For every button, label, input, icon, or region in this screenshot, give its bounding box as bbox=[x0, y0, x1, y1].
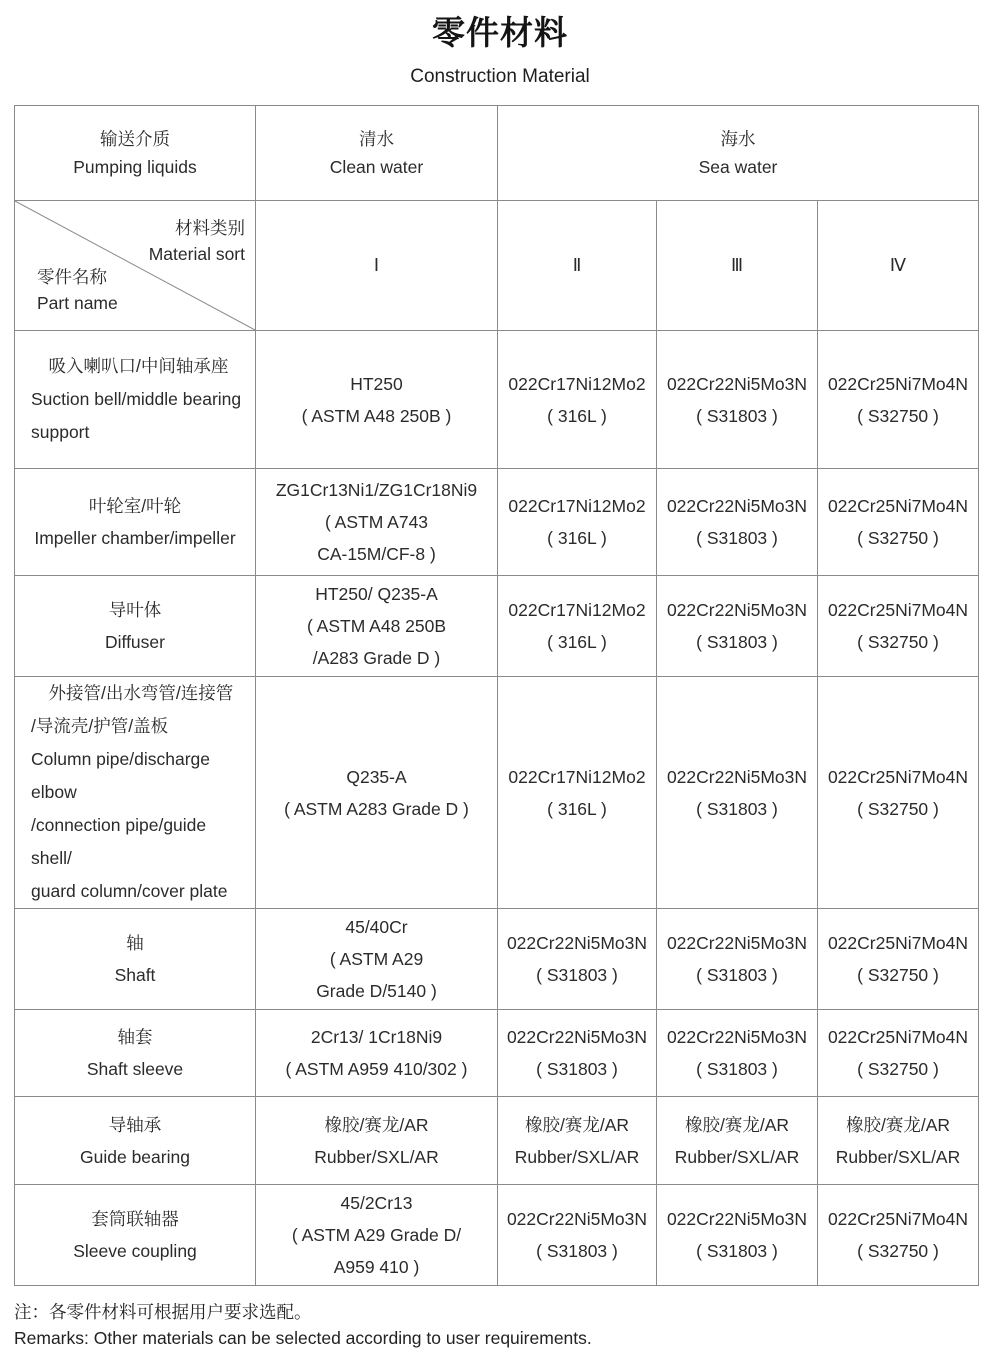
material-cell bbox=[657, 1097, 818, 1185]
part-name-en: Suction bell/middle bearing bbox=[31, 389, 242, 409]
material-line: 橡胶/赛龙/AR bbox=[845, 1114, 951, 1135]
material-line: Rubber/SXL/AR bbox=[674, 1146, 800, 1167]
part-name-zh: /导流壳/护管/盖板 bbox=[31, 716, 169, 736]
part-name-en: Guide bearing bbox=[80, 1146, 190, 1167]
header-material-col-2: Ⅱ bbox=[498, 201, 657, 331]
material-cell bbox=[498, 331, 657, 469]
header-pumping-liquids-zh: 输送介质 bbox=[100, 129, 170, 149]
material-line: 022Cr17Ni12Mo2 bbox=[508, 600, 646, 620]
material-line: 022Cr17Ni12Mo2 bbox=[508, 496, 646, 516]
header-material-col-3: Ⅲ bbox=[657, 201, 818, 331]
material-line: 45/40Cr bbox=[345, 917, 408, 937]
material-line: 022Cr22Ni5Mo3N bbox=[506, 1209, 648, 1229]
material-cell bbox=[498, 909, 657, 1010]
part-name-zh: 轴套 bbox=[117, 1027, 153, 1047]
header-material-col-4: Ⅳ bbox=[818, 201, 979, 331]
material-line: ( S32750 ) bbox=[857, 1059, 939, 1079]
header-part-name bbox=[37, 264, 118, 316]
remarks-zh: 注：各零件材料可根据用户要求选配。 bbox=[14, 1302, 312, 1322]
part-name-zh: 轴 bbox=[126, 933, 144, 953]
material-cell bbox=[498, 469, 657, 576]
header-row-materials bbox=[15, 201, 979, 331]
material-cell bbox=[657, 909, 818, 1010]
material-cell bbox=[818, 677, 979, 909]
material-cell bbox=[818, 909, 979, 1010]
part-name-zh: 吸入喇叭口/中间轴承座 bbox=[48, 356, 229, 376]
material-line: ( S31803 ) bbox=[536, 1241, 618, 1261]
part-name-zh: 导轴承 bbox=[108, 1114, 162, 1135]
header-clean-water-zh: 清水 bbox=[359, 129, 394, 149]
header-clean-water bbox=[256, 106, 498, 201]
material-line: 022Cr22Ni5Mo3N bbox=[666, 496, 808, 516]
material-line: 022Cr25Ni7Mo4N bbox=[827, 933, 969, 953]
part-name-cell bbox=[15, 909, 256, 1010]
material-line: ( S31803 ) bbox=[696, 1241, 778, 1261]
part-name-cell bbox=[15, 677, 256, 909]
material-line: 022Cr25Ni7Mo4N bbox=[827, 766, 969, 787]
table-header bbox=[15, 106, 979, 331]
remarks-en: Remarks: Other materials can be selected according to user requirements. bbox=[14, 1328, 592, 1348]
material-cell bbox=[657, 469, 818, 576]
material-line: Q235-A bbox=[346, 766, 407, 787]
part-name-zh: 导叶体 bbox=[108, 600, 162, 620]
material-line: 022Cr22Ni5Mo3N bbox=[666, 1209, 808, 1229]
page-title-zh: 零件材料 bbox=[432, 14, 568, 51]
material-cell bbox=[498, 677, 657, 909]
material-line: 橡胶/赛龙/AR bbox=[684, 1114, 790, 1135]
material-line: ( ASTM A48 250B bbox=[306, 616, 447, 636]
material-cell bbox=[657, 576, 818, 677]
part-name-en: /connection pipe/guide shell/ bbox=[31, 815, 207, 868]
material-cell bbox=[498, 1185, 657, 1286]
part-name-en: Shaft bbox=[114, 965, 156, 985]
part-name-en: support bbox=[31, 422, 90, 442]
material-cell bbox=[657, 1010, 818, 1097]
material-line: 022Cr17Ni12Mo2 bbox=[508, 373, 646, 394]
material-line: 022Cr25Ni7Mo4N bbox=[827, 1027, 969, 1047]
material-line: 2Cr13/ 1Cr18Ni9 bbox=[310, 1027, 443, 1047]
material-line: ( S31803 ) bbox=[536, 1059, 618, 1079]
material-cell bbox=[818, 1185, 979, 1286]
header-material-sort bbox=[149, 215, 245, 267]
material-cell bbox=[818, 331, 979, 469]
page-title-en: Construction Material bbox=[410, 66, 590, 87]
part-name-cell bbox=[15, 576, 256, 677]
material-line: ( ASTM A29 Grade D/ bbox=[291, 1225, 462, 1245]
material-cell bbox=[818, 1010, 979, 1097]
table-row bbox=[15, 909, 979, 1010]
header-diagonal-cell bbox=[15, 201, 256, 331]
material-line: ( S31803 ) bbox=[536, 965, 618, 985]
material-line: A959 410 ) bbox=[333, 1257, 420, 1277]
material-line: 022Cr17Ni12Mo2 bbox=[508, 766, 646, 787]
material-cell bbox=[256, 1010, 498, 1097]
material-line: 022Cr22Ni5Mo3N bbox=[666, 766, 808, 787]
material-cell bbox=[256, 331, 498, 469]
material-cell bbox=[657, 1185, 818, 1286]
table-row bbox=[15, 469, 979, 576]
material-cell bbox=[818, 576, 979, 677]
part-name-cell bbox=[15, 1010, 256, 1097]
table-row bbox=[15, 1185, 979, 1286]
material-line: ( 316L ) bbox=[547, 632, 607, 652]
material-line: ( S32750 ) bbox=[857, 528, 939, 548]
material-line: 022Cr22Ni5Mo3N bbox=[666, 1027, 808, 1047]
part-name-en: Column pipe/discharge elbow bbox=[31, 749, 210, 802]
part-name-en: Impeller chamber/impeller bbox=[34, 528, 236, 548]
material-line: ( 316L ) bbox=[547, 405, 607, 426]
material-cell bbox=[256, 576, 498, 677]
material-line: ( S31803 ) bbox=[696, 965, 778, 985]
header-clean-water-en: Clean water bbox=[329, 157, 424, 177]
material-line: ( ASTM A29 bbox=[329, 949, 424, 969]
part-name-en: Diffuser bbox=[105, 632, 165, 652]
material-line: 022Cr22Ni5Mo3N bbox=[666, 373, 808, 394]
material-line: ( ASTM A959 410/302 ) bbox=[285, 1059, 468, 1079]
material-cell bbox=[256, 1185, 498, 1286]
material-line: ( S32750 ) bbox=[857, 1241, 939, 1261]
material-line: ( S32750 ) bbox=[857, 798, 939, 819]
part-name-en: Shaft sleeve bbox=[86, 1059, 184, 1079]
material-cell bbox=[256, 469, 498, 576]
material-cell bbox=[657, 331, 818, 469]
header-material-sort-en: Material sort bbox=[148, 244, 245, 264]
header-pumping-liquids-en: Pumping liquids bbox=[73, 157, 197, 177]
material-line: 022Cr22Ni5Mo3N bbox=[506, 933, 648, 953]
material-line: 022Cr22Ni5Mo3N bbox=[506, 1027, 648, 1047]
material-line: Rubber/SXL/AR bbox=[835, 1146, 961, 1167]
material-cell bbox=[498, 1097, 657, 1185]
material-cell bbox=[256, 677, 498, 909]
part-name-cell bbox=[15, 469, 256, 576]
header-part-name-zh: 零件名称 bbox=[37, 267, 107, 287]
part-name-cell bbox=[15, 1185, 256, 1286]
material-cell bbox=[657, 677, 818, 909]
header-sea-water-zh: 海水 bbox=[720, 129, 756, 149]
material-line: ZG1Cr13Ni1/ZG1Cr18Ni9 bbox=[275, 480, 478, 500]
material-line: ( S31803 ) bbox=[696, 798, 778, 819]
material-cell bbox=[498, 576, 657, 677]
material-line: ( S32750 ) bbox=[857, 632, 939, 652]
construction-material-table bbox=[14, 105, 979, 1286]
material-cell bbox=[498, 1010, 657, 1097]
material-line: ( S31803 ) bbox=[696, 632, 778, 652]
material-line: Rubber/SXL/AR bbox=[514, 1146, 640, 1167]
material-line: HT250 bbox=[350, 373, 403, 394]
material-line: 022Cr25Ni7Mo4N bbox=[827, 496, 969, 516]
header-sea-water-en: Sea water bbox=[698, 157, 778, 177]
material-line: ( S31803 ) bbox=[696, 1059, 778, 1079]
material-line: CA-15M/CF-8 ) bbox=[317, 544, 436, 564]
part-name-cell bbox=[15, 1097, 256, 1185]
table-body bbox=[15, 331, 979, 1286]
table-row bbox=[15, 1010, 979, 1097]
part-name-zh: 外接管/出水弯管/连接管 bbox=[48, 683, 234, 703]
material-line: 022Cr22Ni5Mo3N bbox=[666, 933, 808, 953]
header-material-sort-zh: 材料类别 bbox=[175, 218, 245, 238]
part-name-zh: 套筒联轴器 bbox=[91, 1209, 179, 1229]
table-row bbox=[15, 677, 979, 909]
material-line: ( ASTM A283 Grade D ) bbox=[284, 798, 469, 819]
material-line: HT250/ Q235-A bbox=[315, 584, 438, 604]
material-cell bbox=[818, 469, 979, 576]
material-line: 橡胶/赛龙/AR bbox=[324, 1114, 429, 1135]
table-row bbox=[15, 576, 979, 677]
remarks bbox=[14, 1299, 1000, 1351]
material-line: ( ASTM A743 bbox=[324, 512, 429, 532]
header-part-name-en: Part name bbox=[37, 293, 118, 313]
material-line: /A283 Grade D ) bbox=[312, 648, 441, 668]
material-line: ( 316L ) bbox=[547, 528, 607, 548]
material-line: 022Cr25Ni7Mo4N bbox=[827, 600, 969, 620]
material-line: Grade D/5140 ) bbox=[316, 981, 437, 1001]
material-line: ( ASTM A48 250B ) bbox=[301, 405, 452, 426]
material-line: 022Cr25Ni7Mo4N bbox=[827, 1209, 969, 1229]
part-name-zh: 叶轮室/叶轮 bbox=[88, 496, 182, 516]
material-line: ( S31803 ) bbox=[696, 405, 778, 426]
header-material-col-1: Ⅰ bbox=[256, 201, 498, 331]
table-row bbox=[15, 1097, 979, 1185]
material-line: 橡胶/赛龙/AR bbox=[524, 1114, 630, 1135]
part-name-en: guard column/cover plate bbox=[31, 881, 228, 901]
material-line: 022Cr22Ni5Mo3N bbox=[666, 600, 808, 620]
material-cell bbox=[818, 1097, 979, 1185]
material-line: 022Cr25Ni7Mo4N bbox=[827, 373, 969, 394]
table-row bbox=[15, 331, 979, 469]
material-line: ( S32750 ) bbox=[857, 405, 939, 426]
header-row-liquids bbox=[15, 106, 979, 201]
material-line: ( S31803 ) bbox=[696, 528, 778, 548]
header-pumping-liquids bbox=[15, 106, 256, 201]
material-line: ( S32750 ) bbox=[857, 965, 939, 985]
part-name-cell bbox=[15, 331, 256, 469]
header-sea-water bbox=[498, 106, 979, 201]
material-cell bbox=[256, 909, 498, 1010]
part-name-en: Sleeve coupling bbox=[73, 1241, 197, 1261]
material-line: ( 316L ) bbox=[547, 798, 607, 819]
material-line: Rubber/SXL/AR bbox=[314, 1146, 439, 1167]
material-line: 45/2Cr13 bbox=[340, 1193, 413, 1213]
material-cell bbox=[256, 1097, 498, 1185]
